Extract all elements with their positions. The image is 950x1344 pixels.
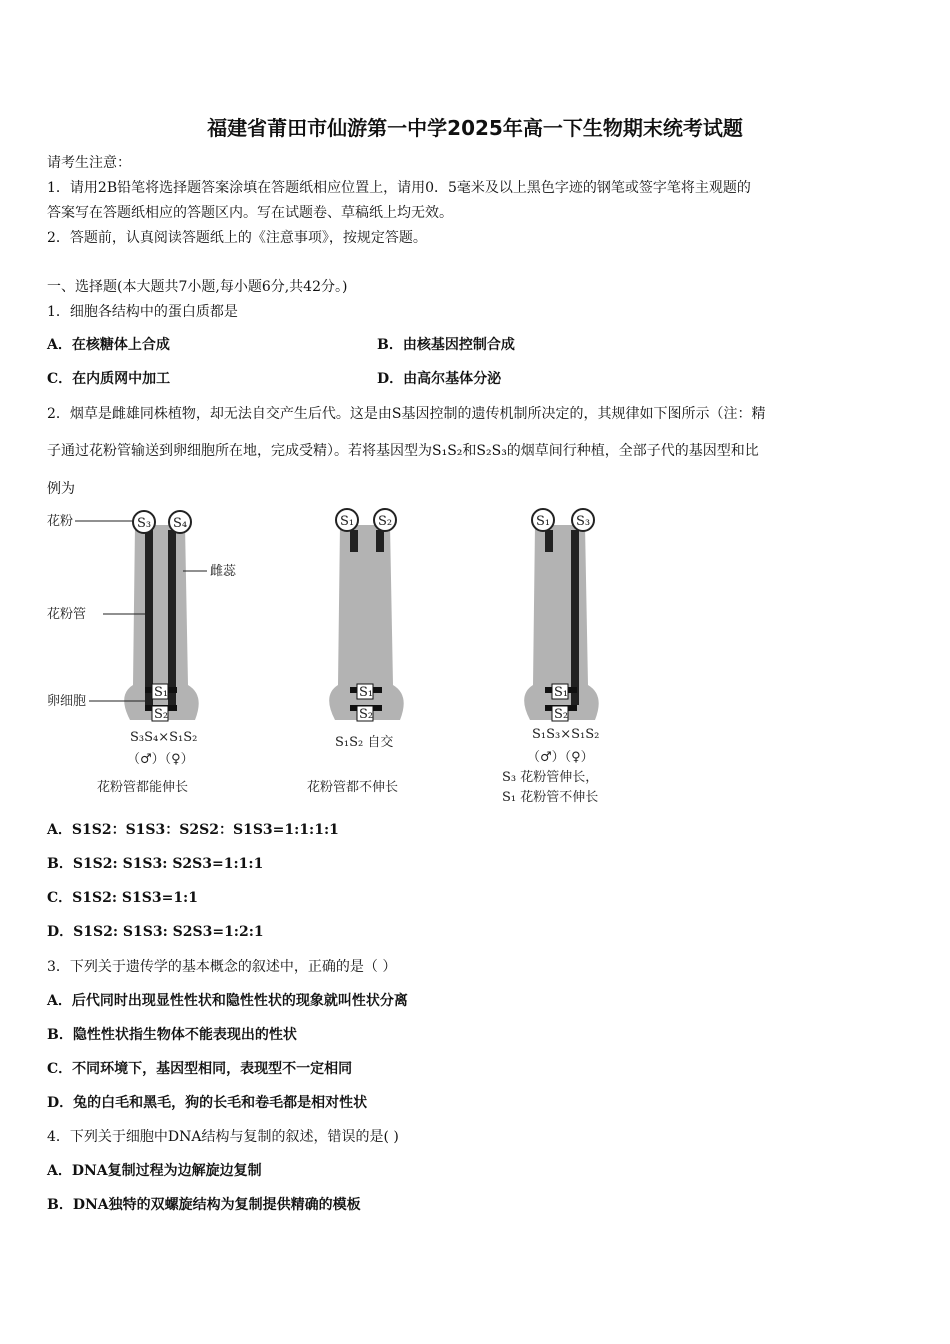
pollen-tube-right-short	[376, 530, 384, 552]
label-pistil: 雌蕊	[210, 564, 237, 579]
diagram-1	[47, 511, 237, 795]
diagram-3	[502, 509, 599, 805]
d1-cross: S₃S₄×S₁S₂	[130, 730, 198, 745]
diagram-2	[307, 509, 404, 795]
notice-item1-line1: 1．请用2B铅笔将选择题答案涂填在答题纸相应位置上，请用0．5毫米及以上黑色字迹的钢笔或签字笔将主观题的	[47, 180, 751, 196]
q2-option-d: D．S1S2: S1S3: S2S3=1:2:1	[47, 924, 264, 940]
d3-sex: （♂）（♀）	[527, 750, 594, 765]
q3-option-b: B．隐性性状指生物体不能表现出的性状	[47, 1027, 297, 1043]
q3-stem: 3．下列关于遗传学的基本概念的叙述中，正确的是（ ）	[47, 959, 397, 975]
d3-egg-top-label: S₁	[554, 685, 569, 700]
d2-pollen-right-label: S₂	[378, 514, 393, 529]
q1-stem: 1．细胞各结构中的蛋白质都是	[47, 304, 238, 320]
d2-egg-bottom-label: S₂	[359, 707, 374, 722]
label-pollen-tube: 花粉管	[47, 607, 87, 622]
q2-option-a: A．S1S2：S1S3：S2S2：S1S3=1:1:1:1	[47, 822, 339, 838]
q1-option-c: C．在内质网中加工	[47, 371, 171, 387]
notice-heading: 请考生注意：	[47, 155, 131, 171]
pollen-tube-left-short	[350, 530, 358, 552]
pollen-tube-right-long	[571, 530, 579, 705]
q2-option-b: B．S1S2: S1S3: S2S3=1:1:1	[47, 856, 264, 872]
q1-option-b: B．由核基因控制合成	[377, 337, 515, 353]
d3-cross: S₁S₃×S₁S₂	[532, 727, 600, 742]
q2-stem-line1: 2．烟草是雌雄同株植物，却无法自交产生后代。这是由S基因控制的遗传机制所决定的，其规律如下图所示（注：精	[47, 406, 766, 422]
d1-sex: （♂）（♀）	[127, 752, 194, 767]
page-title: 福建省莆田市仙游第一中学2025年高一下生物期末统考试题	[207, 116, 743, 140]
q3-option-a: A．后代同时出现显性性状和隐性性状的现象就叫性状分离	[47, 993, 408, 1009]
notice-item1-line2: 答案写在答题纸相应的答题区内。写在试题卷、草稿纸上均无效。	[47, 205, 453, 221]
label-egg-cell: 卵细胞	[47, 694, 87, 709]
d2-pollen-left-label: S₁	[340, 514, 355, 529]
d3-pollen-right-label: S₃	[576, 514, 591, 529]
d1-pollen-left-label: S₃	[137, 516, 152, 531]
q4-stem: 4．下列关于细胞中DNA结构与复制的叙述，错误的是( )	[47, 1129, 399, 1145]
pollen-tube-figure	[45, 505, 645, 810]
q4-option-b: B．DNA独特的双螺旋结构为复制提供精确的模板	[47, 1197, 361, 1213]
d3-result-line2: S₁ 花粉管不伸长	[502, 790, 599, 805]
d3-egg-bottom-label: S₂	[554, 707, 569, 722]
q2-option-c: C．S1S2: S1S3=1:1	[47, 890, 198, 906]
q2-stem-line3: 例为	[47, 481, 75, 497]
d2-result: 花粉管都不伸长	[307, 780, 399, 795]
pollen-tube-left-short	[545, 530, 553, 552]
d2-cross: S₁S₂ 自交	[335, 735, 394, 750]
label-pollen: 花粉	[47, 514, 74, 529]
d2-egg-top-label: S₁	[359, 685, 374, 700]
d1-egg-bottom-label: S₂	[154, 707, 169, 722]
pollen-tube-right	[168, 530, 176, 705]
d1-egg-top-label: S₁	[154, 685, 169, 700]
d3-result-line1: S₃ 花粉管伸长，	[502, 770, 599, 785]
d1-result: 花粉管都能伸长	[97, 780, 189, 795]
q1-option-a: A．在核糖体上合成	[47, 337, 170, 353]
q3-option-c: C．不同环境下，基因型相同，表现型不一定相同	[47, 1061, 353, 1077]
q4-option-a: A．DNA复制过程为边解旋边复制	[47, 1163, 262, 1179]
section-heading: 一、选择题(本大题共7小题,每小题6分,共42分。)	[47, 279, 348, 295]
d3-pollen-left-label: S₁	[536, 514, 551, 529]
d1-pollen-right-label: S₄	[173, 516, 188, 531]
q3-option-d: D．兔的白毛和黑毛，狗的长毛和卷毛都是相对性状	[47, 1095, 368, 1111]
q2-stem-line2: 子通过花粉管输送到卵细胞所在地，完成受精）。若将基因型为S₁S₂和S₂S₃的烟草间行种植，全部子代的基因型和比	[47, 443, 759, 459]
pollen-tube-left	[145, 530, 153, 705]
notice-item2: 2．答题前，认真阅读答题纸上的《注意事项》，按规定答题。	[47, 230, 427, 246]
q1-option-d: D．由高尔基体分泌	[377, 371, 502, 387]
